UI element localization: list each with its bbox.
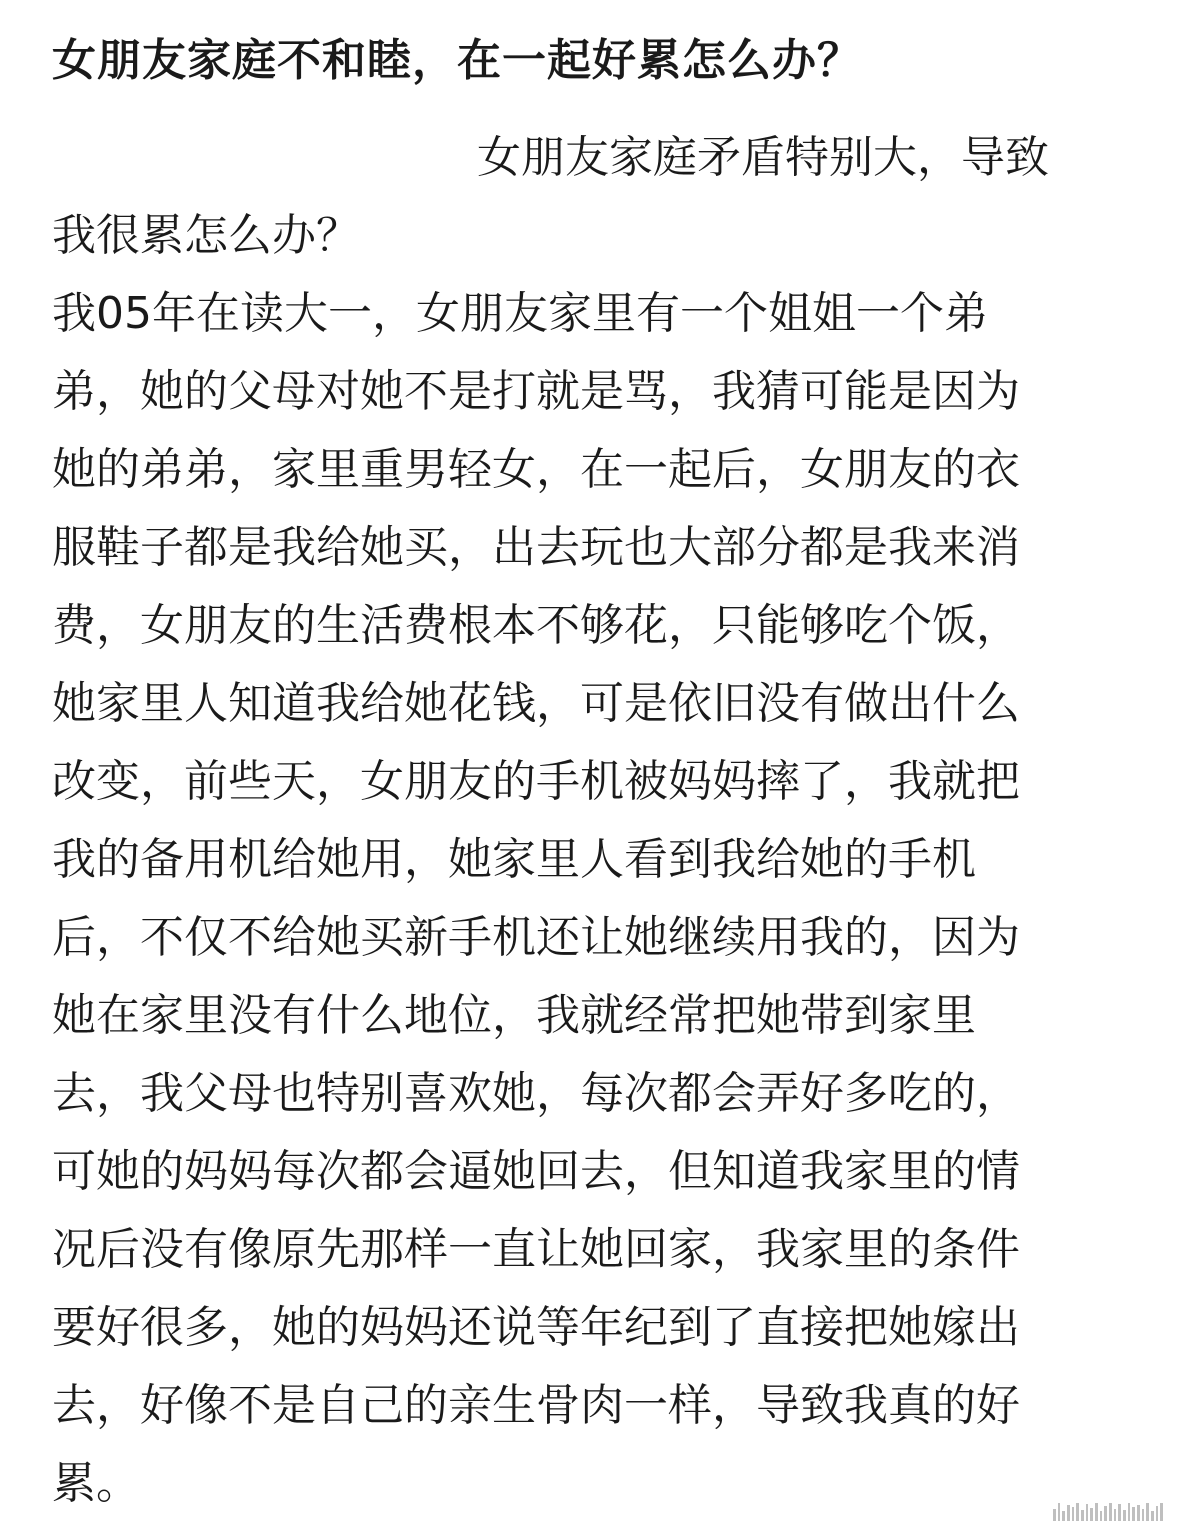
question-title: 女朋友家庭不和睦，在一起好累怎么办？ [52, 35, 862, 86]
body-line: 改变，前些天，女朋友的手机被妈妈摔了，我就把 [52, 756, 1020, 807]
body-line: 累。 [52, 1458, 140, 1509]
body-line: 我的备用机给她用，她家里人看到我给她的手机 [52, 834, 976, 885]
body-line: 去，我父母也特别喜欢她，每次都会弄好多吃的， [52, 1068, 1020, 1119]
body-line: 我05年在读大一，女朋友家里有一个姐姐一个弟 [52, 288, 988, 339]
body-line: 费，女朋友的生活费根本不够花，只能够吃个饭， [52, 600, 1020, 651]
body-line: 她的弟弟，家里重男轻女，在一起后，女朋友的衣 [52, 444, 1020, 495]
body-line: 她在家里没有什么地位，我就经常把她带到家里 [52, 990, 976, 1041]
body-line: 况后没有像原先那样一直让她回家，我家里的条件 [52, 1224, 1020, 1275]
body-line: 后，不仅不给她买新手机还让她继续用我的，因为 [52, 912, 1020, 963]
body-line: 服鞋子都是我给她买，出去玩也大部分都是我来消 [52, 522, 1020, 573]
barcode-watermark-icon [1053, 1503, 1163, 1521]
post-body [52, 119, 1127, 1523]
body-line: 去，好像不是自己的亲生骨肉一样，导致我真的好 [52, 1380, 1020, 1431]
body-line: 弟，她的父母对她不是打就是骂，我猜可能是因为 [52, 366, 1020, 417]
body-line: 可她的妈妈每次都会逼她回去，但知道我家里的情 [52, 1146, 1020, 1197]
body-line: 我很累怎么办？ [52, 210, 360, 261]
body-line: 她家里人知道我给她花钱，可是依旧没有做出什么 [52, 678, 1020, 729]
body-line: 女朋友家庭矛盾特别大，导致 [477, 132, 1049, 183]
body-line: 要好很多，她的妈妈还说等年纪到了直接把她嫁出 [52, 1302, 1020, 1353]
